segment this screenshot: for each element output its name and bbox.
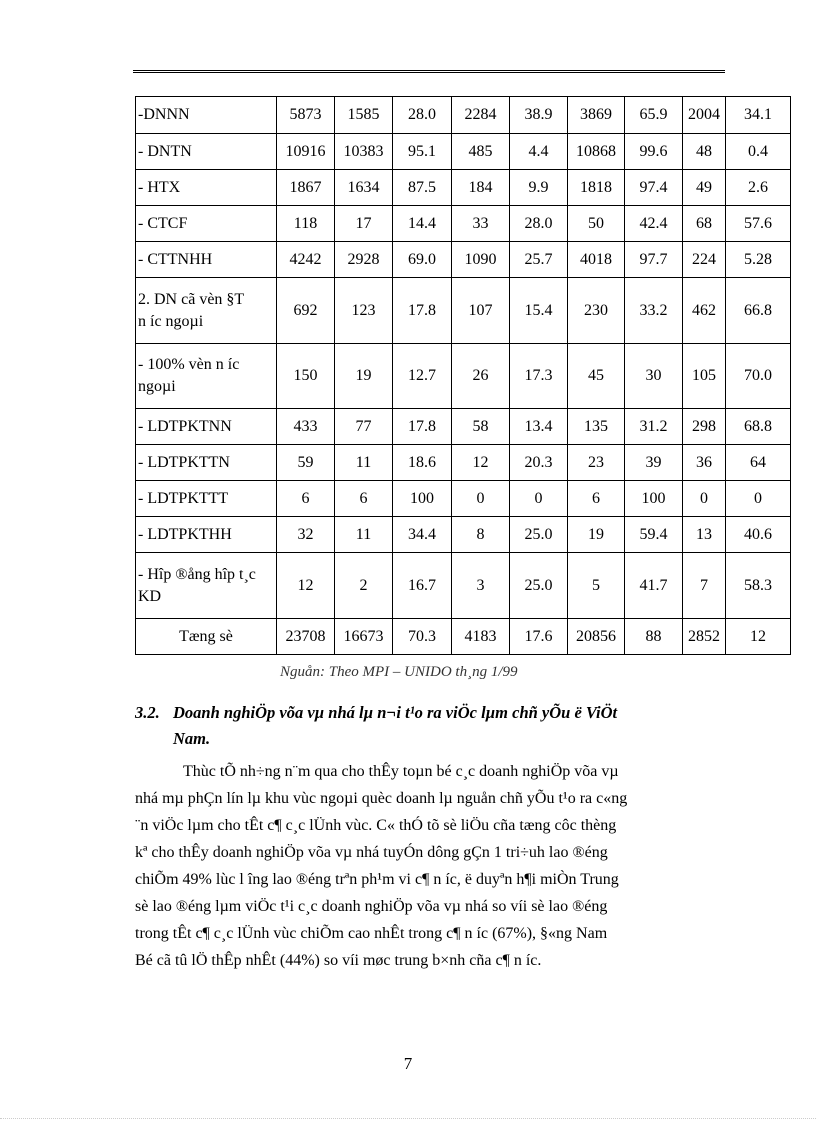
table-cell: 298 [683, 409, 726, 445]
table-cell: 10916 [277, 134, 335, 170]
table-cell: 3869 [568, 97, 625, 134]
table-cell: 45 [568, 344, 625, 409]
table-row [136, 517, 791, 553]
table-cell: 1585 [335, 97, 393, 134]
table-cell: 26 [452, 344, 510, 409]
table-cell: 19 [335, 344, 393, 409]
table-row [136, 445, 791, 481]
table-cell: 33.2 [625, 278, 683, 344]
table-cell: 34.4 [393, 517, 452, 553]
paragraph-line: ¨n viÖc lµm cho tÊt c¶ c¸c lÜnh vùc. C« thÓ tõ sè liÖu cña tæng côc thèng [135, 817, 617, 834]
table-cell: 19 [568, 517, 625, 553]
table-cell: 20856 [568, 619, 625, 655]
table-cell: 5 [568, 553, 625, 619]
table-cell: 2.6 [726, 170, 791, 206]
paragraph-line: nhá mµ phÇn lín lµ khu vùc ngoµi quèc doanh lµ nguån chñ yÕu t¹o ra c«ng [135, 790, 628, 807]
table-cell: 105 [683, 344, 726, 409]
table-cell: 95.1 [393, 134, 452, 170]
table-row [136, 278, 791, 344]
table-cell: 49 [683, 170, 726, 206]
paragraph-line: sè lao ®éng lµm viÖc t¹i c¸c doanh nghiÖp võa vµ nhá so víi sè lao ®éng [135, 898, 608, 915]
table-cell: 25.7 [510, 242, 568, 278]
table-cell: 224 [683, 242, 726, 278]
table-cell: 0 [452, 481, 510, 517]
row-label: - CTCF [136, 206, 277, 242]
table-cell: 5.28 [726, 242, 791, 278]
table-cell: 2284 [452, 97, 510, 134]
table-cell: 5873 [277, 97, 335, 134]
table-cell: 6 [277, 481, 335, 517]
table-cell: 68 [683, 206, 726, 242]
row-label: - DNTN [136, 134, 277, 170]
table-row [136, 170, 791, 206]
table-cell: 25.0 [510, 517, 568, 553]
row-label [136, 278, 277, 344]
row-label [136, 344, 277, 409]
row-label: - HTX [136, 170, 277, 206]
table-row [136, 619, 791, 655]
table-cell: 10868 [568, 134, 625, 170]
table-cell: 25.0 [510, 553, 568, 619]
section-number: 3.2. [135, 703, 160, 722]
table-row [136, 344, 791, 409]
table-cell: 23708 [277, 619, 335, 655]
table-cell: 9.9 [510, 170, 568, 206]
table-cell: 2852 [683, 619, 726, 655]
table-cell: 184 [452, 170, 510, 206]
table-cell: 97.4 [625, 170, 683, 206]
table-cell: 100 [393, 481, 452, 517]
table-cell: 18.6 [393, 445, 452, 481]
table-cell: 107 [452, 278, 510, 344]
paragraph-line: Thùc tÕ nh÷ng n¨m qua cho thÊy toµn bé c¸c doanh nghiÖp võa vµ [183, 763, 619, 780]
table-cell: 70.3 [393, 619, 452, 655]
table-cell: 20.3 [510, 445, 568, 481]
table-cell: 32 [277, 517, 335, 553]
table-cell: 0 [683, 481, 726, 517]
row-label-line: KD [138, 587, 162, 605]
table-cell: 118 [277, 206, 335, 242]
row-label: - LDTPKTNN [136, 409, 277, 445]
table-cell: 36 [683, 445, 726, 481]
table-cell: 12 [726, 619, 791, 655]
table-cell: 88 [625, 619, 683, 655]
table-cell: 48 [683, 134, 726, 170]
statistics-table [135, 96, 791, 655]
table-cell: 12.7 [393, 344, 452, 409]
table-cell: 17 [335, 206, 393, 242]
table-cell: 1867 [277, 170, 335, 206]
table-cell: 433 [277, 409, 335, 445]
table-cell: 4.4 [510, 134, 568, 170]
table-cell: 34.1 [726, 97, 791, 134]
paragraph-line: kª cho thÊy doanh nghiÖp võa vµ nhá tuyÓn dông gÇn 1 tri÷uh lao ®éng [135, 844, 608, 861]
table-cell: 13.4 [510, 409, 568, 445]
table-row [136, 409, 791, 445]
table-source-note: Nguån: Theo MPI – UNIDO th¸ng 1/99 [280, 664, 518, 680]
table-body [136, 97, 791, 655]
table-cell: 462 [683, 278, 726, 344]
table-cell: 1090 [452, 242, 510, 278]
row-label-line: 2. DN cã vèn §T [138, 290, 245, 308]
table-cell: 97.7 [625, 242, 683, 278]
table-cell: 230 [568, 278, 625, 344]
footer-rule [0, 1118, 816, 1119]
table-cell: 50 [568, 206, 625, 242]
table-cell: 28.0 [393, 97, 452, 134]
table-cell: 42.4 [625, 206, 683, 242]
table-cell: 33 [452, 206, 510, 242]
table-cell: 123 [335, 278, 393, 344]
table-cell: 135 [568, 409, 625, 445]
row-label: - LDTPKTHH [136, 517, 277, 553]
table-cell: 59.4 [625, 517, 683, 553]
table-cell: 14.4 [393, 206, 452, 242]
table-cell: 65.9 [625, 97, 683, 134]
row-label-line: ngoµi [138, 378, 176, 395]
row-label: - LDTPKTTT [136, 481, 277, 517]
table-cell: 59 [277, 445, 335, 481]
table-cell: 17.6 [510, 619, 568, 655]
table-cell: 38.9 [510, 97, 568, 134]
table-cell: 68.8 [726, 409, 791, 445]
table-cell: 1634 [335, 170, 393, 206]
table-row [136, 97, 791, 134]
table-cell: 57.6 [726, 206, 791, 242]
table-cell: 15.4 [510, 278, 568, 344]
table-cell: 150 [277, 344, 335, 409]
table-cell: 70.0 [726, 344, 791, 409]
table-cell: 100 [625, 481, 683, 517]
table-cell: 6 [568, 481, 625, 517]
table-cell: 4242 [277, 242, 335, 278]
table-cell: 692 [277, 278, 335, 344]
table-cell: 2928 [335, 242, 393, 278]
table-cell: 11 [335, 445, 393, 481]
table-cell: 41.7 [625, 553, 683, 619]
table-cell: 0 [726, 481, 791, 517]
table-cell: 87.5 [393, 170, 452, 206]
row-label [136, 553, 277, 619]
table-cell: 40.6 [726, 517, 791, 553]
table-cell: 28.0 [510, 206, 568, 242]
table-row [136, 242, 791, 278]
table-cell: 0 [510, 481, 568, 517]
page-number: 7 [403, 1054, 413, 1073]
header-rule [133, 70, 725, 73]
table-cell: 99.6 [625, 134, 683, 170]
row-label-line: n íc ngoµi [138, 312, 204, 330]
table-cell: 2004 [683, 97, 726, 134]
table-cell: 17.8 [393, 278, 452, 344]
table-cell: 58.3 [726, 553, 791, 619]
table-cell: 10383 [335, 134, 393, 170]
section-heading [135, 700, 735, 752]
table-cell: 3 [452, 553, 510, 619]
table-cell: 69.0 [393, 242, 452, 278]
table-cell: 12 [452, 445, 510, 481]
table-cell: 7 [683, 553, 726, 619]
table-cell: 66.8 [726, 278, 791, 344]
table-cell: 12 [277, 553, 335, 619]
table-cell: 485 [452, 134, 510, 170]
section-title-line1: Doanh nghiÖp võa vµ nhá lµ n¬i t¹o ra viÖc lµm chñ yÕu ë ViÖt [173, 703, 618, 722]
body-paragraph [135, 758, 723, 974]
table-cell: 77 [335, 409, 393, 445]
table-row [136, 553, 791, 619]
paragraph-line: chiÕm 49% lùc l îng lao ®éng trªn ph¹m vi c¶ n íc, ë duyªn h¶i miÒn Trung [135, 871, 619, 888]
table-row [136, 134, 791, 170]
table-cell: 64 [726, 445, 791, 481]
table-cell: 4183 [452, 619, 510, 655]
table-cell: 13 [683, 517, 726, 553]
table-cell: 58 [452, 409, 510, 445]
table-cell: 17.8 [393, 409, 452, 445]
table-row [136, 481, 791, 517]
table-cell: 4018 [568, 242, 625, 278]
row-label: Tæng sè [136, 619, 277, 655]
table-cell: 30 [625, 344, 683, 409]
paragraph-line: trong tÊt c¶ c¸c lÜnh vùc chiÕm cao nhÊt trong c¶ n íc (67%), §«ng Nam [135, 925, 608, 942]
paragraph-line: Bé cã tû lÖ thÊp nhÊt (44%) so víi møc trung b×nh cña c¶ n íc. [135, 952, 542, 969]
table-cell: 8 [452, 517, 510, 553]
row-label: - LDTPKTTN [136, 445, 277, 481]
table-cell: 1818 [568, 170, 625, 206]
table-cell: 2 [335, 553, 393, 619]
table-cell: 16673 [335, 619, 393, 655]
table-cell: 23 [568, 445, 625, 481]
table-cell: 0.4 [726, 134, 791, 170]
row-label: -DNNN [136, 97, 277, 134]
table-row [136, 206, 791, 242]
row-label-line: - Hîp ®ång hîp t¸c [138, 565, 256, 583]
table-cell: 16.7 [393, 553, 452, 619]
table-cell: 31.2 [625, 409, 683, 445]
section-title-line2: Nam. [173, 729, 211, 748]
table-cell: 17.3 [510, 344, 568, 409]
table-cell: 11 [335, 517, 393, 553]
row-label-line: - 100% vèn n íc [138, 356, 240, 373]
table-cell: 6 [335, 481, 393, 517]
table-cell: 39 [625, 445, 683, 481]
row-label: - CTTNHH [136, 242, 277, 278]
